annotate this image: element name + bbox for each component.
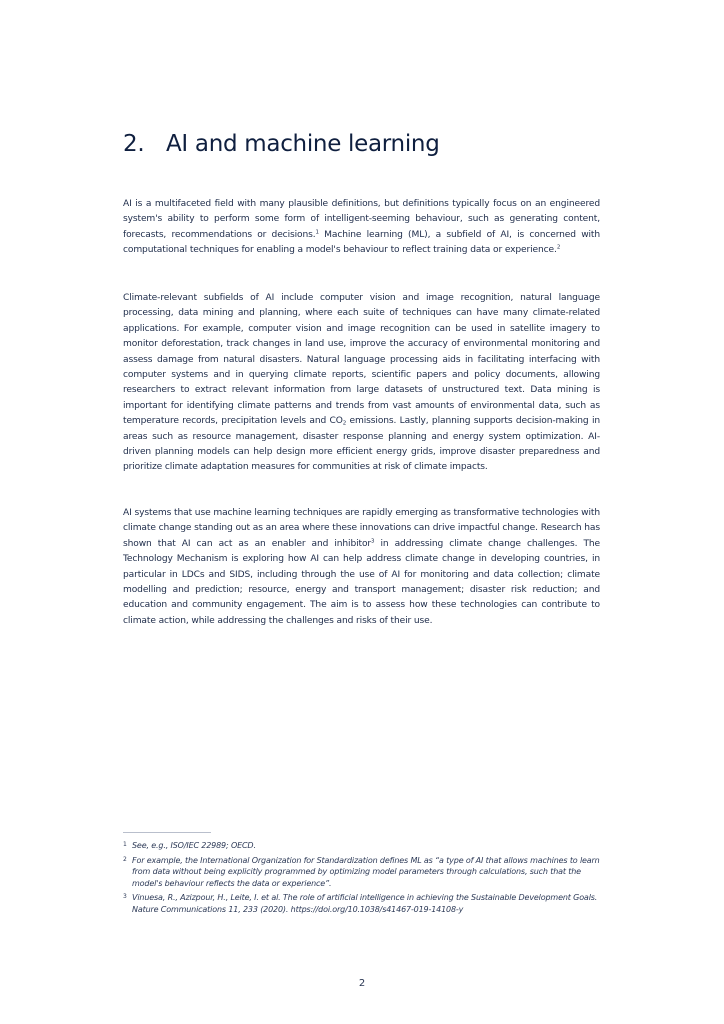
footnotes — [123, 840, 603, 919]
paragraph-text: AI systems that use machine learning techniques are rapidly emerging as transformative technologies with climate change standing out as an area where these innovations can drive impactful change. Research has shown that AI can act as an enabler and inhibitor — [123, 508, 600, 549]
footnote-number: 2 — [123, 855, 127, 863]
footnote-text-with-link[interactable]: Vinuesa, R., Azizpour, H., Leite, I. et al. The role of artificial intelligence in achieving the Sustainable Development Goals. Nature Communications 11, 233 (2020). https://doi.org/10.1038/s41467-019-14108-y — [132, 893, 598, 914]
footnote-item — [123, 840, 603, 852]
paragraph-definition — [123, 197, 600, 259]
footnote-divider — [123, 832, 211, 833]
paragraph-text: in addressing climate change challenges. The Technology Mechanism is exploring how AI can help address climate change in developing countries, in particular in LDCs and SIDS, including through the use of AI for monitoring and data collection; climate modelling and prediction; resource, energy and transport management; disaster risk reduction; and education and community engagement. The aim is to assess how these technologies can contribute to climate action, while addressing the challenges and risks of their use. — [123, 538, 600, 626]
section-number: 2. — [123, 131, 145, 157]
footnote-ref-2[interactable]: 2 — [556, 244, 561, 251]
footnote-text: See, e.g., ISO/IEC 22989; OECD. — [132, 841, 256, 850]
footnote-item — [123, 892, 603, 915]
footnote-text: For example, the International Organization for Standardization defines ML as “a type of AI that allows machines to learn from data without being explicitly programmed by optimizing model parameters through calculations, such that the model's behaviour reflects the data or experience”. — [132, 855, 600, 888]
section-heading — [123, 131, 440, 157]
footnote-ref-1[interactable]: 1 — [315, 229, 319, 236]
paragraph-text: Climate-relevant subfields of AI include computer vision and image recognition, natural language processing, data mining and planning, where each suite of techniques can have many climate-related applications. For example, computer vision and image recognition can be used in satellite imagery to monitor deforestation, track changes in land use, improve the accuracy of environmental monitoring and assess damage from natural disasters. Natural language processing aids in facilitating interfacing with computer systems and in querying climate reports, scientific papers and policy documents, allowing researchers to extract relevant information from large datasets of unstructured text. Data mining is important for identifying climate patterns and trends from vast amounts of environmental data, such as temperature records, precipitation levels and CO — [123, 293, 600, 427]
paragraph-text: AI is a multifaceted field with many plausible definitions, but definitions typically focus on an engineered system's ability to perform some form of intelligent-seeming behaviour, such as generating content, forecasts, recommendations or decisions. — [123, 199, 600, 240]
paragraph-technology-mechanism — [123, 506, 600, 629]
section-title: AI and machine learning — [166, 131, 440, 157]
paragraph-text: Machine learning (ML), a subfield of AI, is concerned with computational techniques for enabling a model's behaviour to reflect training data or experience. — [123, 229, 601, 256]
paragraph-text: emissions. Lastly, planning supports decision-making in areas such as resource management, disaster response planning and energy system optimization. AI-driven planning models can help design more efficient energy grids, improve disaster preparedness and prioritize climate adaptation measures for communities at risk of climate impacts. — [123, 416, 601, 473]
paragraph-subfields — [123, 291, 600, 476]
footnote-number: 1 — [123, 841, 127, 848]
footnote-item — [123, 855, 603, 890]
footnote-ref-3[interactable]: 3 — [371, 538, 375, 545]
footnote-number: 3 — [123, 893, 127, 901]
co2-subscript: 2 — [342, 420, 347, 427]
page-number: 2 — [358, 978, 366, 989]
